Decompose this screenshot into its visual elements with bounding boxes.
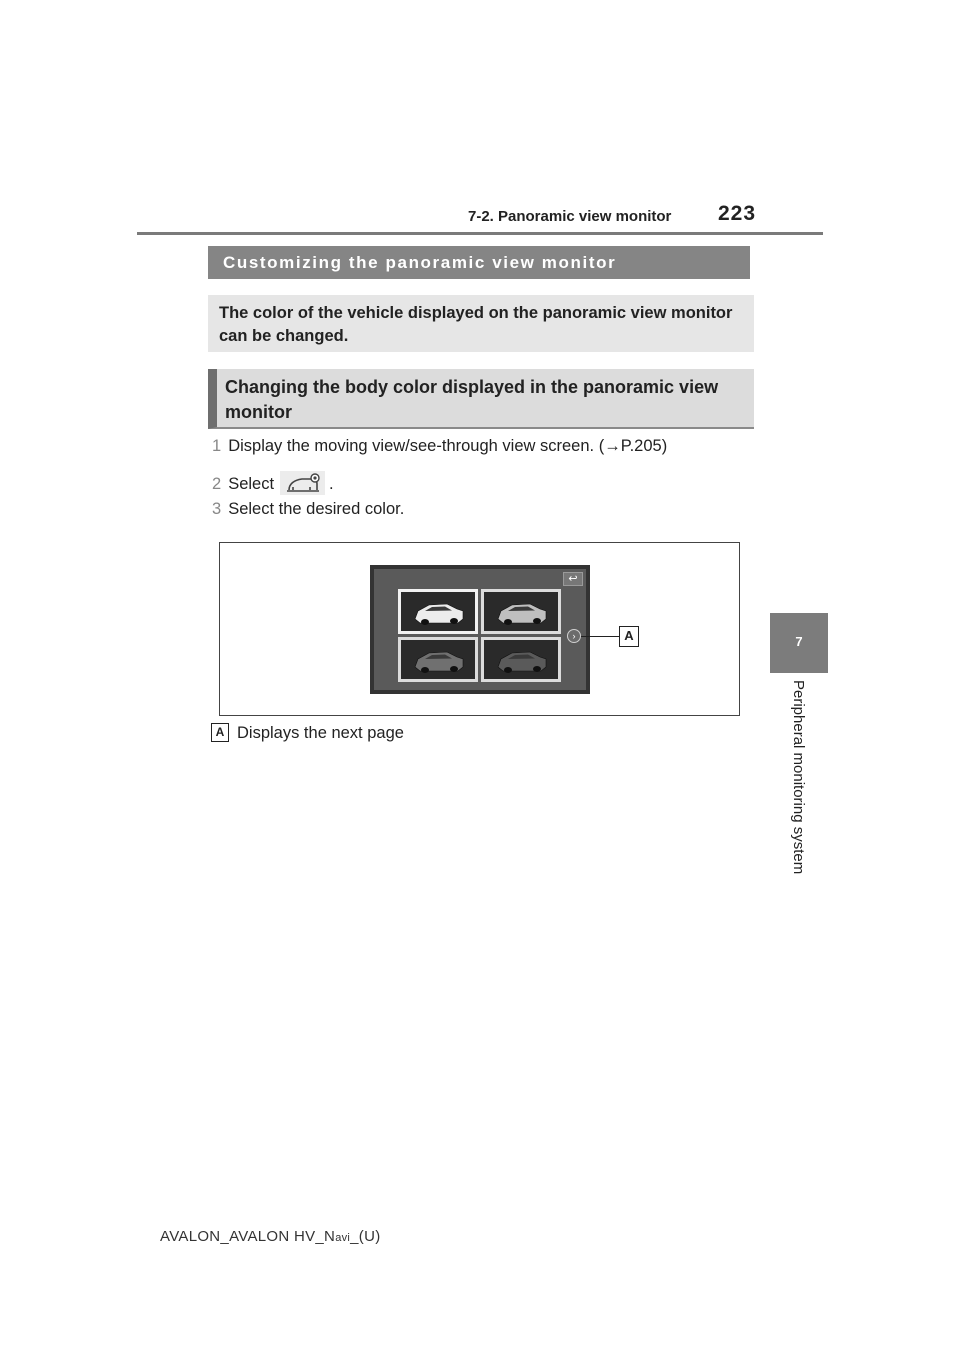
color-option-silver[interactable] — [481, 589, 561, 634]
step-1 — [212, 437, 667, 456]
legend-key: A — [211, 723, 229, 742]
step-2 — [212, 471, 334, 495]
step-text: Display the moving view/see-through view screen. ( — [228, 437, 605, 455]
step-number: 3 — [212, 500, 222, 518]
intro-box: The color of the vehicle displayed on the panoramic view monitor can be changed. — [208, 295, 754, 352]
footer-main: AVALON_AVALON HV_N — [160, 1228, 336, 1245]
car-icon — [484, 640, 558, 679]
step-number: 2 — [212, 475, 222, 493]
header-rule — [137, 232, 823, 235]
step-text-end: ) — [661, 437, 668, 455]
footer-small: avi — [335, 1232, 351, 1244]
step-number: 1 — [212, 437, 222, 455]
section-heading: Customizing the panoramic view monitor — [208, 246, 750, 279]
footer-suffix: _(U) — [350, 1228, 381, 1245]
step-text-end: . — [329, 475, 334, 493]
step-3 — [212, 500, 404, 519]
color-option-white[interactable] — [398, 589, 478, 634]
legend-text: Displays the next page — [237, 724, 404, 742]
back-button[interactable]: ↩ — [563, 572, 583, 586]
footer-model — [160, 1228, 381, 1245]
step-text: Select — [228, 475, 275, 493]
page-reference-link[interactable]: →P.205 — [604, 437, 662, 455]
section-title: 7-2. Panoramic view monitor — [468, 208, 672, 225]
subheading: Changing the body color displayed in the panoramic view monitor — [208, 369, 754, 429]
step-text: Select the desired color. — [228, 500, 405, 518]
callout-line — [581, 636, 619, 637]
color-option-gray[interactable] — [398, 637, 478, 682]
car-icon — [401, 640, 475, 679]
chapter-title: Peripheral monitoring system — [790, 680, 807, 875]
color-option-dark-gray[interactable] — [481, 637, 561, 682]
chapter-number: 7 — [795, 634, 803, 649]
car-color-settings-icon — [280, 471, 325, 495]
page-number: 223 — [718, 202, 757, 225]
car-icon — [401, 592, 475, 631]
car-icon — [484, 592, 558, 631]
callout-label: A — [619, 626, 639, 647]
next-page-button[interactable]: › — [567, 629, 581, 643]
